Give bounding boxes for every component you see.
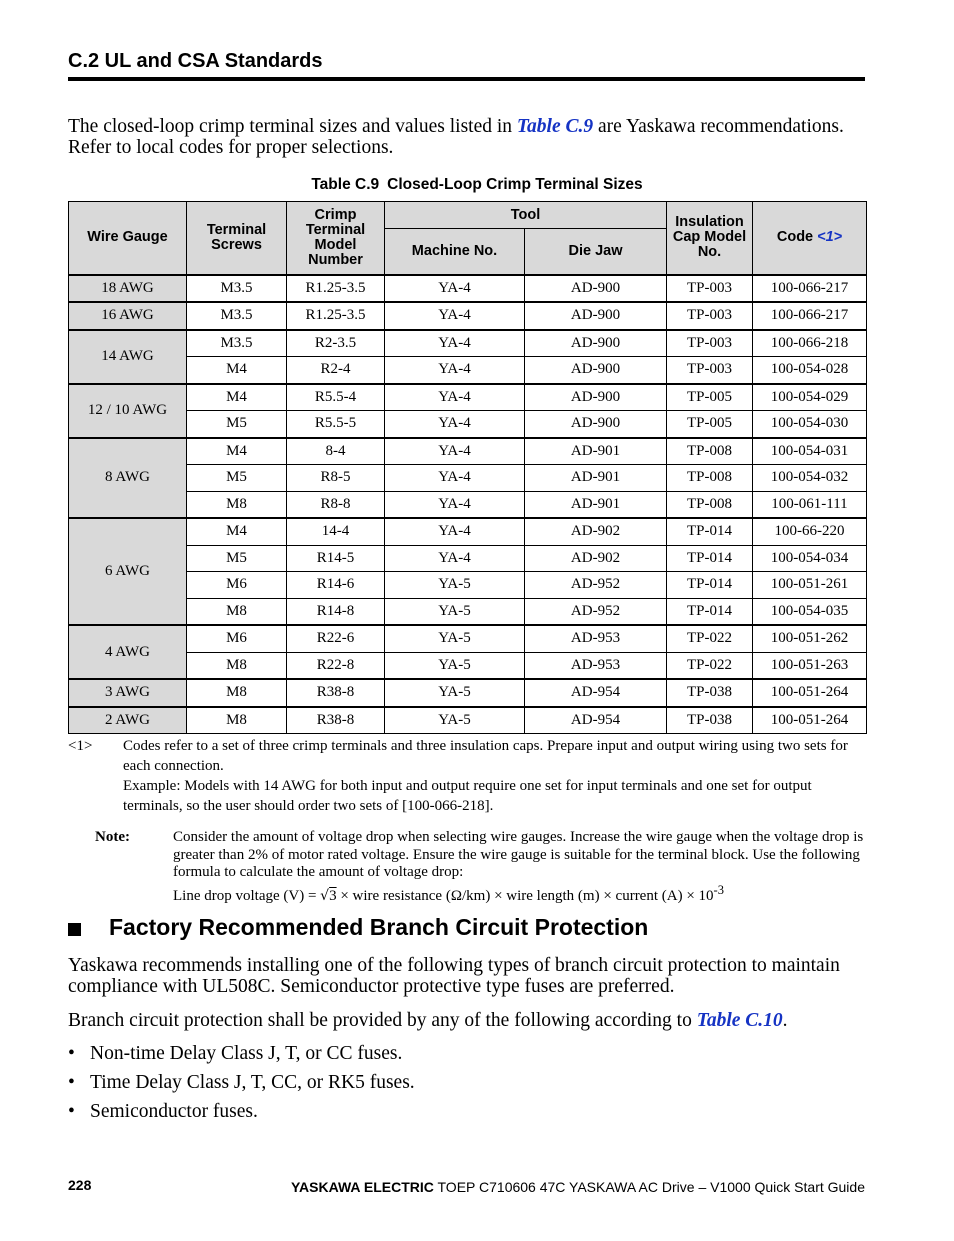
formula-prefix: Line drop voltage (V) = xyxy=(173,887,321,904)
cell-die-jaw: AD-900 xyxy=(525,411,667,438)
p2-text-after: . xyxy=(782,1010,788,1031)
cell-crimp-model: R22-8 xyxy=(287,652,385,679)
cell-code: 100-054-029 xyxy=(753,384,867,411)
footer-brand: YASKAWA ELECTRIC xyxy=(291,1179,434,1195)
cell-machine-no: YA-5 xyxy=(385,707,525,734)
cell-insulation-cap: TP-022 xyxy=(667,625,753,652)
fuse-list xyxy=(68,1039,415,1126)
cell-crimp-model: R2-4 xyxy=(287,357,385,384)
list-item xyxy=(68,1097,415,1126)
table-row xyxy=(69,384,867,411)
cell-insulation-cap: TP-005 xyxy=(667,384,753,411)
cell-crimp-model: R14-5 xyxy=(287,545,385,572)
cell-crimp-model: 14-4 xyxy=(287,518,385,545)
footer-doc-title: TOEP C710606 47C YASKAWA AC Drive – V1000 Quick Start Guide xyxy=(433,1179,865,1195)
bullet-icon: • xyxy=(68,1072,75,1093)
footnote xyxy=(68,736,868,816)
header-code xyxy=(753,202,867,275)
header-code-label: Code xyxy=(776,229,814,246)
cell-wire-gauge: 4 AWG xyxy=(69,625,187,679)
cell-die-jaw: AD-900 xyxy=(525,330,667,357)
cell-wire-gauge: 18 AWG xyxy=(69,275,187,303)
table-row xyxy=(69,411,867,438)
footnote-tag: <1> xyxy=(68,738,93,754)
cell-machine-no: YA-4 xyxy=(385,518,525,545)
list-item xyxy=(68,1039,415,1068)
table-body xyxy=(69,275,867,734)
cell-terminal-screw: M3.5 xyxy=(187,330,287,357)
cell-code: 100-051-264 xyxy=(753,707,867,734)
list-item-text: Semiconductor fuses. xyxy=(90,1101,258,1122)
header-terminal-screws: Terminal Screws xyxy=(187,202,287,275)
cell-insulation-cap: TP-014 xyxy=(667,598,753,625)
cell-machine-no: YA-4 xyxy=(385,275,525,303)
cell-die-jaw: AD-902 xyxy=(525,518,667,545)
cell-die-jaw: AD-902 xyxy=(525,545,667,572)
cell-code: 100-054-034 xyxy=(753,545,867,572)
cell-die-jaw: AD-952 xyxy=(525,598,667,625)
cell-insulation-cap: TP-022 xyxy=(667,652,753,679)
cell-machine-no: YA-5 xyxy=(385,598,525,625)
cell-crimp-model: R1.25-3.5 xyxy=(287,275,385,303)
cell-code: 100-066-217 xyxy=(753,302,867,330)
table-caption-number: Table C.9 xyxy=(311,176,380,193)
cell-wire-gauge: 8 AWG xyxy=(69,438,187,519)
page-number: 228 xyxy=(68,1177,92,1193)
table-c9-link[interactable]: Table C.9 xyxy=(516,116,594,137)
cell-terminal-screw: M5 xyxy=(187,545,287,572)
formula-rest: × wire resistance (Ω/km) × wire length (m) × current (A) × 10 xyxy=(336,887,714,904)
cell-insulation-cap: TP-008 xyxy=(667,438,753,465)
crimp-terminal-table xyxy=(68,201,867,734)
table-row xyxy=(69,652,867,679)
intro-text-before: The closed-loop crimp terminal sizes and values listed in xyxy=(68,116,517,137)
section-title: C.2 UL and CSA Standards xyxy=(68,50,323,72)
cell-terminal-screw: M3.5 xyxy=(187,275,287,303)
cell-machine-no: YA-5 xyxy=(385,679,525,707)
cell-insulation-cap: TP-038 xyxy=(667,679,753,707)
section-heading xyxy=(68,914,648,941)
cell-die-jaw: AD-953 xyxy=(525,652,667,679)
table-row xyxy=(69,438,867,465)
cell-terminal-screw: M6 xyxy=(187,572,287,599)
note-text: Consider the amount of voltage drop when selecting wire gauges. Increase the wire gauge when the voltage drop is greater than 2% of motor rated voltage. Ensure the wire gauge is suitable for the terminal block. Use the following formula to calculate the amount of voltage drop: xyxy=(173,829,864,880)
cell-code: 100-051-261 xyxy=(753,572,867,599)
cell-terminal-screw: M5 xyxy=(187,411,287,438)
list-item-text: Non-time Delay Class J, T, or CC fuses. xyxy=(90,1043,403,1064)
table-row xyxy=(69,598,867,625)
cell-machine-no: YA-4 xyxy=(385,438,525,465)
cell-machine-no: YA-4 xyxy=(385,491,525,518)
cell-machine-no: YA-5 xyxy=(385,652,525,679)
cell-insulation-cap: TP-014 xyxy=(667,518,753,545)
table-c10-link[interactable]: Table C.10 xyxy=(696,1010,783,1031)
cell-wire-gauge: 16 AWG xyxy=(69,302,187,330)
cell-crimp-model: R38-8 xyxy=(287,707,385,734)
cell-terminal-screw: M4 xyxy=(187,518,287,545)
cell-terminal-screw: M5 xyxy=(187,465,287,492)
cell-crimp-model: R14-6 xyxy=(287,572,385,599)
table-row xyxy=(69,491,867,518)
cell-die-jaw: AD-900 xyxy=(525,357,667,384)
cell-machine-no: YA-5 xyxy=(385,572,525,599)
cell-crimp-model: R2-3.5 xyxy=(287,330,385,357)
cell-terminal-screw: M8 xyxy=(187,491,287,518)
cell-terminal-screw: M4 xyxy=(187,384,287,411)
cell-insulation-cap: TP-003 xyxy=(667,330,753,357)
footnote-text: Codes refer to a set of three crimp terminals and three insulation caps. Prepare input and output wiring using two sets for each connection. xyxy=(123,738,848,774)
intro-paragraph xyxy=(68,116,868,158)
cell-code: 100-051-264 xyxy=(753,679,867,707)
cell-machine-no: YA-4 xyxy=(385,384,525,411)
formula-exponent: -3 xyxy=(713,882,724,897)
note-label: Note: xyxy=(95,829,130,845)
cell-insulation-cap: TP-005 xyxy=(667,411,753,438)
header-crimp-model: Crimp Terminal Model Number xyxy=(287,202,385,275)
header-insulation-cap: Insulation Cap Model No. xyxy=(667,202,753,275)
cell-insulation-cap: TP-003 xyxy=(667,302,753,330)
cell-machine-no: YA-5 xyxy=(385,625,525,652)
header-rule xyxy=(68,77,865,81)
table-row xyxy=(69,302,867,330)
list-item xyxy=(68,1068,415,1097)
list-item-text: Time Delay Class J, T, CC, or RK5 fuses. xyxy=(90,1072,415,1093)
note-formula xyxy=(173,882,867,906)
cell-machine-no: YA-4 xyxy=(385,465,525,492)
cell-die-jaw: AD-900 xyxy=(525,384,667,411)
branch-protection-reference xyxy=(68,1010,878,1031)
table-row xyxy=(69,545,867,572)
table-row xyxy=(69,572,867,599)
section-heading-text: Factory Recommended Branch Circuit Protection xyxy=(109,914,649,940)
cell-wire-gauge: 2 AWG xyxy=(69,707,187,734)
table-caption xyxy=(0,176,954,194)
intro-text-after: are Yaskawa recommendations. Refer to local codes for proper selections. xyxy=(68,116,844,158)
header-machine-no: Machine No. xyxy=(385,229,525,275)
cell-crimp-model: R14-8 xyxy=(287,598,385,625)
cell-code: 100-054-030 xyxy=(753,411,867,438)
cell-insulation-cap: TP-003 xyxy=(667,275,753,303)
cell-die-jaw: AD-953 xyxy=(525,625,667,652)
cell-crimp-model: 8-4 xyxy=(287,438,385,465)
cell-machine-no: YA-4 xyxy=(385,330,525,357)
cell-code: 100-066-217 xyxy=(753,275,867,303)
cell-die-jaw: AD-900 xyxy=(525,275,667,303)
cell-terminal-screw: M4 xyxy=(187,438,287,465)
bullet-icon: • xyxy=(68,1101,75,1122)
cell-insulation-cap: TP-014 xyxy=(667,545,753,572)
cell-die-jaw: AD-901 xyxy=(525,491,667,518)
bullet-icon: • xyxy=(68,1043,75,1064)
cell-crimp-model: R38-8 xyxy=(287,679,385,707)
cell-wire-gauge: 12 / 10 AWG xyxy=(69,384,187,438)
header-die-jaw: Die Jaw xyxy=(525,229,667,275)
cell-code: 100-054-035 xyxy=(753,598,867,625)
table-row xyxy=(69,330,867,357)
cell-crimp-model: R5.5-5 xyxy=(287,411,385,438)
footnote-example: Example: Models with 14 AWG for both input and output require one set for input terminals and one set for output terminals, so the user should order two sets of [100-066-218]. xyxy=(123,778,812,814)
table-caption-title: Closed-Loop Crimp Terminal Sizes xyxy=(387,176,643,193)
cell-crimp-model: R8-5 xyxy=(287,465,385,492)
branch-protection-paragraph: Yaskawa recommends installing one of the following types of branch circuit protection to maintain compliance with UL508C. Semiconductor protective type fuses are preferred. xyxy=(68,955,840,997)
section-square-icon xyxy=(68,923,81,936)
cell-terminal-screw: M8 xyxy=(187,707,287,734)
table-row xyxy=(69,275,867,303)
cell-code: 100-054-031 xyxy=(753,438,867,465)
cell-machine-no: YA-4 xyxy=(385,411,525,438)
note-block xyxy=(95,829,867,905)
cell-insulation-cap: TP-038 xyxy=(667,707,753,734)
table-row xyxy=(69,679,867,707)
cell-code: 100-054-032 xyxy=(753,465,867,492)
cell-code: 100-051-262 xyxy=(753,625,867,652)
cell-machine-no: YA-4 xyxy=(385,357,525,384)
cell-wire-gauge: 6 AWG xyxy=(69,518,187,625)
table-row xyxy=(69,707,867,734)
cell-die-jaw: AD-901 xyxy=(525,438,667,465)
code-footnote-ref[interactable]: <1> xyxy=(817,229,843,246)
table-row xyxy=(69,625,867,652)
cell-die-jaw: AD-952 xyxy=(525,572,667,599)
cell-terminal-screw: M6 xyxy=(187,625,287,652)
formula-sqrt-arg: 3 xyxy=(329,887,337,904)
table-row xyxy=(69,518,867,545)
cell-die-jaw: AD-954 xyxy=(525,707,667,734)
cell-terminal-screw: M8 xyxy=(187,652,287,679)
cell-terminal-screw: M8 xyxy=(187,679,287,707)
cell-die-jaw: AD-900 xyxy=(525,302,667,330)
cell-code: 100-051-263 xyxy=(753,652,867,679)
table-row xyxy=(69,465,867,492)
header-tool: Tool xyxy=(385,202,667,229)
cell-die-jaw: AD-954 xyxy=(525,679,667,707)
cell-crimp-model: R8-8 xyxy=(287,491,385,518)
cell-machine-no: YA-4 xyxy=(385,302,525,330)
cell-crimp-model: R5.5-4 xyxy=(287,384,385,411)
cell-wire-gauge: 3 AWG xyxy=(69,679,187,707)
cell-crimp-model: R1.25-3.5 xyxy=(287,302,385,330)
cell-crimp-model: R22-6 xyxy=(287,625,385,652)
cell-insulation-cap: TP-014 xyxy=(667,572,753,599)
cell-machine-no: YA-4 xyxy=(385,545,525,572)
cell-code: 100-061-111 xyxy=(753,491,867,518)
footer-doc-info xyxy=(291,1179,865,1195)
cell-code: 100-054-028 xyxy=(753,357,867,384)
cell-code: 100-66-220 xyxy=(753,518,867,545)
sqrt-icon: √ xyxy=(320,887,330,904)
cell-terminal-screw: M3.5 xyxy=(187,302,287,330)
cell-insulation-cap: TP-003 xyxy=(667,357,753,384)
cell-die-jaw: AD-901 xyxy=(525,465,667,492)
cell-terminal-screw: M4 xyxy=(187,357,287,384)
header-wire-gauge: Wire Gauge xyxy=(69,202,187,275)
cell-insulation-cap: TP-008 xyxy=(667,465,753,492)
p2-text-before: Branch circuit protection shall be provided by any of the following according to xyxy=(68,1010,697,1031)
cell-insulation-cap: TP-008 xyxy=(667,491,753,518)
table-row xyxy=(69,357,867,384)
cell-terminal-screw: M8 xyxy=(187,598,287,625)
cell-code: 100-066-218 xyxy=(753,330,867,357)
cell-wire-gauge: 14 AWG xyxy=(69,330,187,384)
